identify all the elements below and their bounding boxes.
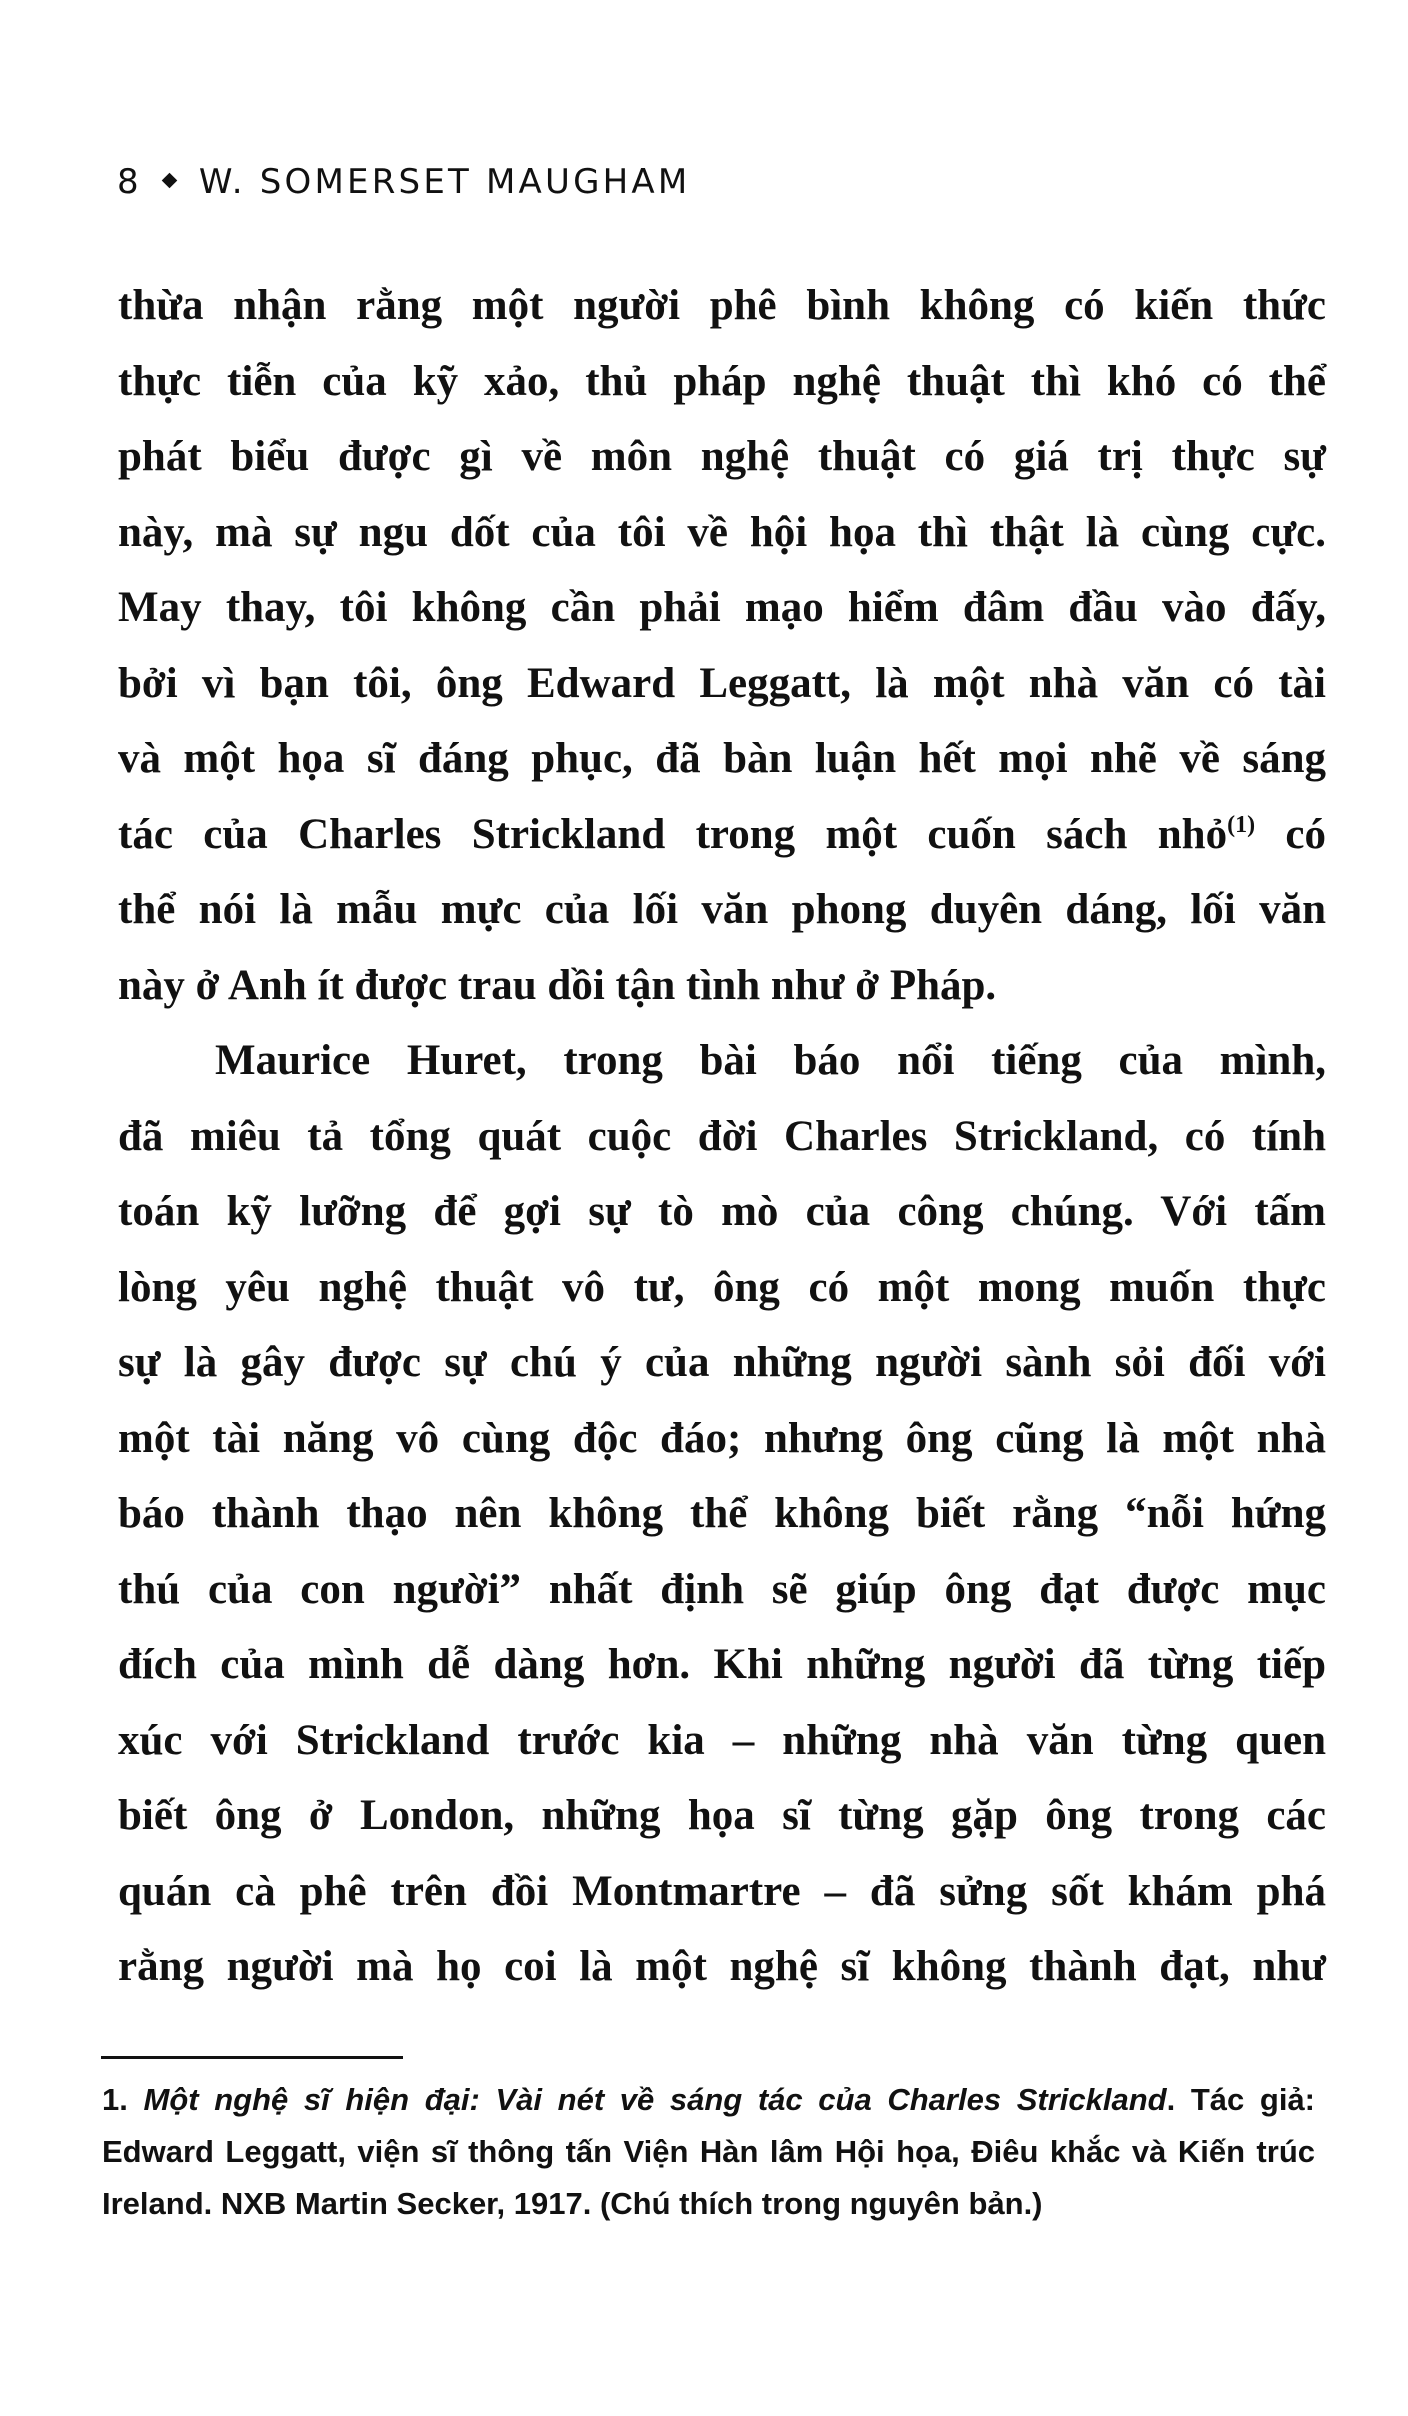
footnote-line: Edward Leggatt, viện sĩ thông tấn Viện Hàn lâm Hội họa, Điêu khắc và Kiến trúc (102, 2134, 1315, 2169)
paragraph-2 (118, 1023, 1326, 2005)
footnote-book-title: Một nghệ sĩ hiện đại: Vài nét về sáng tác của Charles Strickland (143, 2082, 1167, 2117)
text-line: quán cà phê trên đồi Montmartre – đã sửng sốt khám phá (118, 1867, 1326, 1915)
footnote-ref-1[interactable]: (1) (1227, 811, 1256, 838)
running-title: W. SOMERSET MAUGHAM (198, 162, 691, 202)
text-line: lòng yêu nghệ thuật vô tư, ông có một mong muốn thực (118, 1263, 1326, 1311)
text-line: sự là gây được sự chú ý của những người sành sỏi đối với (118, 1339, 1326, 1386)
text-line: thú của con người” nhất định sẽ giúp ông đạt được mục (118, 1565, 1326, 1613)
footnote-line: Ireland. NXB Martin Secker, 1917. (Chú thích trong nguyên bản.) (102, 2186, 1043, 2221)
footnote-line: 1. Một nghệ sĩ hiện đại: Vài nét về sáng tác của Charles Strickland. Tác giả: (102, 2082, 1315, 2117)
text-line: rằng người mà họ coi là một nghệ sĩ không thành đạt, như (118, 1943, 1326, 1990)
text-line: đích của mình dễ dàng hơn. Khi những người đã từng tiếp (118, 1641, 1326, 1688)
text-line-with-footnote-ref: tác của Charles Strickland trong một cuốn sách nhỏ$^{(1)}$ có (118, 810, 1326, 858)
text-line: này ở Anh ít được trau dồi tận tình như ở Pháp. (118, 961, 997, 1009)
footnote-number: 1. (102, 2082, 128, 2117)
paragraph-1 (118, 268, 1326, 1023)
text-line: này, mà sự ngu dốt của tôi về hội họa thì thật là cùng cực. (118, 508, 1326, 556)
text-line: thừa nhận rằng một người phê bình không có kiến thức (118, 282, 1326, 329)
text-line: Maurice Huret, trong bài báo nổi tiếng của mình, (215, 1037, 1326, 1084)
text-line: xúc với Strickland trước kia – những nhà văn từng quen (118, 1716, 1326, 1764)
text-line: đã miêu tả tổng quát cuộc đời Charles Strickland, có tính (118, 1112, 1326, 1160)
text-line: báo thành thạo nên không thể không biết rằng “nỗi hứng (118, 1490, 1326, 1537)
text-line: bởi vì bạn tôi, ông Edward Leggatt, là một nhà văn có tài (118, 659, 1326, 707)
text-line: thực tiễn của kỹ xảo, thủ pháp nghệ thuật thì khó có thể (118, 357, 1326, 405)
text-line: phát biểu được gì về môn nghệ thuật có giá trị thực sự (118, 433, 1326, 480)
body-text (118, 268, 1326, 2005)
footnote-divider (101, 2056, 403, 2059)
text-line: và một họa sĩ đáng phục, đã bàn luận hết mọi nhẽ về sáng (118, 735, 1326, 782)
text-line: May thay, tôi không cần phải mạo hiểm đâm đầu vào đấy, (118, 584, 1326, 631)
diamond-bullet-icon (162, 173, 178, 189)
footnote-1 (102, 2074, 1315, 2230)
running-header (117, 162, 690, 202)
text-line: toán kỹ lưỡng để gợi sự tò mò của công chúng. Với tấm (118, 1188, 1326, 1235)
text-line: biết ông ở London, những họa sĩ từng gặp ông trong các (118, 1792, 1326, 1839)
text-line: thể nói là mẫu mực của lối văn phong duyên dáng, lối văn (118, 886, 1326, 933)
page-number: 8 (117, 162, 142, 202)
text-line: một tài năng vô cùng độc đáo; nhưng ông cũng là một nhà (118, 1414, 1326, 1462)
